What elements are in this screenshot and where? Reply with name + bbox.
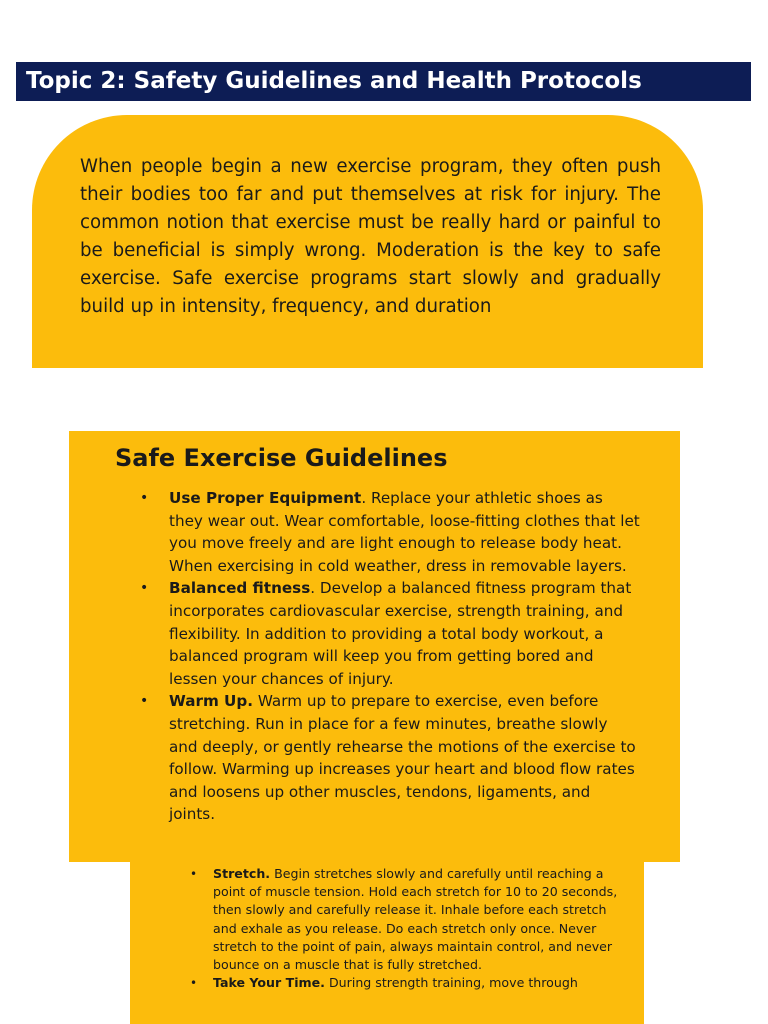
continued-list bbox=[190, 865, 624, 992]
guideline-item-take-your-time bbox=[190, 974, 624, 992]
guideline-term: Use Proper Equipment bbox=[169, 489, 362, 507]
guideline-term: Warm Up. bbox=[169, 692, 254, 711]
guideline-term: Stretch. bbox=[213, 866, 271, 881]
bullet-icon: • bbox=[140, 490, 149, 506]
bullet-icon: • bbox=[140, 693, 149, 710]
topic-title: Topic 2: Safety Guidelines and Health Protocols bbox=[16, 62, 751, 101]
bullet-icon: • bbox=[190, 976, 198, 991]
guideline-text: . Develop a balanced fitness program that incorporates cardiovascular exercise, strength training, and flexibility. In addition to providing a total body workout, a balanced program will keep you from getting bored and lessen your chances of injury. bbox=[169, 579, 632, 688]
guideline-item-equipment bbox=[140, 487, 640, 577]
guideline-item-balanced bbox=[140, 577, 640, 690]
guideline-text: Warm up to prepare to exercise, even before stretching. Run in place for a few minutes, breathe slowly and deeply, or gently rehearse the motions of the exercise to follow. Warming up increases your heart and blood flow rates and loosens up other muscles, tendons, ligaments, and joints. bbox=[169, 692, 636, 824]
guidelines-continued-panel bbox=[130, 862, 644, 1024]
guidelines-title: Safe Exercise Guidelines bbox=[115, 444, 448, 472]
guideline-term: Take Your Time. bbox=[213, 975, 325, 991]
guideline-item-stretch bbox=[190, 865, 624, 974]
bullet-icon: • bbox=[140, 580, 149, 597]
guidelines-panel bbox=[69, 431, 680, 862]
bullet-icon: • bbox=[190, 867, 198, 881]
guideline-text: Begin stretches slowly and carefully until reaching a point of muscle tension. Hold each stretch for 10 to 20 seconds, then slowly and carefully release it. Inhale before each stretch and exhale as you release. Do each stretch only once. Never stretch to the point of pain, always maintain control, and never bounce on a muscle that is fully stretched. bbox=[213, 866, 618, 973]
guidelines-list bbox=[115, 487, 640, 826]
intro-paragraph: When people begin a new exercise program, they often push their bodies too far and put themselves at risk for injury. The common notion that exercise must be really hard or painful to be beneficial is simply wrong. Moderation is the key to safe exercise. Safe exercise programs start slowly and gradually build up in intensity, frequency, and duration bbox=[80, 156, 661, 317]
guideline-term: Balanced fitness bbox=[169, 579, 311, 598]
guideline-text: During strength training, move through bbox=[324, 975, 578, 991]
intro-callout bbox=[32, 115, 703, 368]
guideline-item-warmup bbox=[140, 690, 640, 826]
guideline-text: . Replace your athletic shoes as they wear out. Wear comfortable, loose-fitting clothes that let you move freely and are light enough to release body heat. When exercising in cold weather, dress in removable layers. bbox=[169, 489, 640, 575]
